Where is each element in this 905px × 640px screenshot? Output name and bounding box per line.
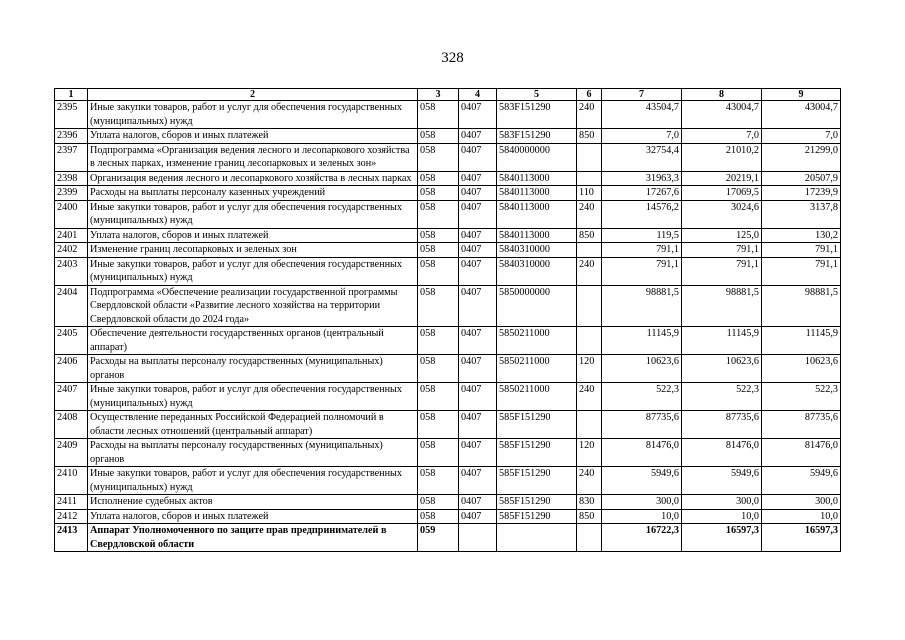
expense-type-code: 110 bbox=[577, 186, 602, 201]
target-article-code: 5840113000 bbox=[497, 171, 577, 186]
table-header-row bbox=[55, 89, 841, 101]
expense-name: Подпрограмма «Обеспечение реализации государственной программы Свердловской области «Развитие лесного хозяйства на территории Свердловской области до 2024 года» bbox=[88, 285, 418, 327]
expense-name: Уплата налогов, сборов и иных платежей bbox=[88, 509, 418, 524]
amount-year-1: 17267,6 bbox=[602, 186, 682, 201]
row-number: 2400 bbox=[55, 200, 88, 228]
row-number: 2402 bbox=[55, 243, 88, 258]
section-code: 0407 bbox=[459, 355, 497, 383]
expense-name: Изменение границ лесопарковых и зеленых зон bbox=[88, 243, 418, 258]
ministry-code: 058 bbox=[418, 467, 459, 495]
target-article-code: 5850211000 bbox=[497, 355, 577, 383]
target-article-code: 5850211000 bbox=[497, 327, 577, 355]
amount-year-1: 522,3 bbox=[602, 383, 682, 411]
table-row bbox=[55, 439, 841, 467]
expense-type-code: 850 bbox=[577, 129, 602, 144]
section-code: 0407 bbox=[459, 143, 497, 171]
table-row bbox=[55, 355, 841, 383]
amount-year-3: 16597,3 bbox=[762, 524, 841, 552]
column-header: 6 bbox=[577, 89, 602, 101]
column-header: 5 bbox=[497, 89, 577, 101]
amount-year-1: 87735,6 bbox=[602, 411, 682, 439]
table-row bbox=[55, 411, 841, 439]
section-code: 0407 bbox=[459, 383, 497, 411]
section-code: 0407 bbox=[459, 186, 497, 201]
amount-year-2: 81476,0 bbox=[682, 439, 762, 467]
expense-type-code bbox=[577, 411, 602, 439]
ministry-code: 058 bbox=[418, 257, 459, 285]
amount-year-1: 32754,4 bbox=[602, 143, 682, 171]
section-code: 0407 bbox=[459, 257, 497, 285]
expense-name: Организация ведения лесного и лесопаркового хозяйства в лесных парках bbox=[88, 171, 418, 186]
amount-year-2: 43004,7 bbox=[682, 101, 762, 129]
ministry-code: 058 bbox=[418, 101, 459, 129]
amount-year-1: 791,1 bbox=[602, 243, 682, 258]
table-row bbox=[55, 243, 841, 258]
amount-year-1: 16722,3 bbox=[602, 524, 682, 552]
amount-year-3: 7,0 bbox=[762, 129, 841, 144]
row-number: 2413 bbox=[55, 524, 88, 552]
amount-year-1: 14576,2 bbox=[602, 200, 682, 228]
row-number: 2399 bbox=[55, 186, 88, 201]
column-header: 7 bbox=[602, 89, 682, 101]
table-row bbox=[55, 524, 841, 552]
ministry-code: 058 bbox=[418, 439, 459, 467]
table-row bbox=[55, 383, 841, 411]
expense-name: Иные закупки товаров, работ и услуг для обеспечения государственных (муниципальных) нужд bbox=[88, 101, 418, 129]
row-number: 2410 bbox=[55, 467, 88, 495]
amount-year-1: 43504,7 bbox=[602, 101, 682, 129]
table-row bbox=[55, 495, 841, 510]
section-code: 0407 bbox=[459, 327, 497, 355]
amount-year-1: 81476,0 bbox=[602, 439, 682, 467]
row-number: 2401 bbox=[55, 228, 88, 243]
amount-year-3: 20507,9 bbox=[762, 171, 841, 186]
expense-name: Исполнение судебных актов bbox=[88, 495, 418, 510]
section-code: 0407 bbox=[459, 495, 497, 510]
row-number: 2396 bbox=[55, 129, 88, 144]
section-code: 0407 bbox=[459, 509, 497, 524]
budget-table bbox=[54, 88, 841, 552]
amount-year-2: 17069,5 bbox=[682, 186, 762, 201]
target-article-code: 583F151290 bbox=[497, 101, 577, 129]
row-number: 2408 bbox=[55, 411, 88, 439]
amount-year-2: 125,0 bbox=[682, 228, 762, 243]
expense-name: Расходы на выплаты персоналу казенных учреждений bbox=[88, 186, 418, 201]
amount-year-3: 10,0 bbox=[762, 509, 841, 524]
target-article-code: 583F151290 bbox=[497, 129, 577, 144]
ministry-code: 058 bbox=[418, 355, 459, 383]
ministry-code: 058 bbox=[418, 285, 459, 327]
expense-type-code: 240 bbox=[577, 257, 602, 285]
target-article-code: 585F151290 bbox=[497, 509, 577, 524]
section-code bbox=[459, 524, 497, 552]
column-header: 4 bbox=[459, 89, 497, 101]
amount-year-3: 98881,5 bbox=[762, 285, 841, 327]
target-article-code: 585F151290 bbox=[497, 467, 577, 495]
amount-year-3: 21299,0 bbox=[762, 143, 841, 171]
expense-name: Расходы на выплаты персоналу государственных (муниципальных) органов bbox=[88, 439, 418, 467]
expense-type-code: 850 bbox=[577, 228, 602, 243]
target-article-code: 585F151290 bbox=[497, 411, 577, 439]
column-header: 3 bbox=[418, 89, 459, 101]
target-article-code: 5840310000 bbox=[497, 257, 577, 285]
expense-name: Иные закупки товаров, работ и услуг для обеспечения государственных (муниципальных) нужд bbox=[88, 200, 418, 228]
expense-name: Уплата налогов, сборов и иных платежей bbox=[88, 129, 418, 144]
amount-year-3: 81476,0 bbox=[762, 439, 841, 467]
amount-year-3: 5949,6 bbox=[762, 467, 841, 495]
expense-name: Иные закупки товаров, работ и услуг для обеспечения государственных (муниципальных) нужд bbox=[88, 383, 418, 411]
expense-type-code bbox=[577, 524, 602, 552]
amount-year-2: 300,0 bbox=[682, 495, 762, 510]
table-row bbox=[55, 228, 841, 243]
row-number: 2409 bbox=[55, 439, 88, 467]
expense-type-code bbox=[577, 171, 602, 186]
amount-year-2: 21010,2 bbox=[682, 143, 762, 171]
amount-year-3: 43004,7 bbox=[762, 101, 841, 129]
target-article-code: 5850211000 bbox=[497, 383, 577, 411]
table-row bbox=[55, 171, 841, 186]
expense-name: Аппарат Уполномоченного по защите прав предпринимателей в Свердловской области bbox=[88, 524, 418, 552]
amount-year-2: 11145,9 bbox=[682, 327, 762, 355]
section-code: 0407 bbox=[459, 243, 497, 258]
expense-name: Иные закупки товаров, работ и услуг для обеспечения государственных (муниципальных) нужд bbox=[88, 257, 418, 285]
table-row bbox=[55, 285, 841, 327]
section-code: 0407 bbox=[459, 129, 497, 144]
amount-year-1: 98881,5 bbox=[602, 285, 682, 327]
expense-name: Иные закупки товаров, работ и услуг для обеспечения государственных (муниципальных) нужд bbox=[88, 467, 418, 495]
amount-year-3: 522,3 bbox=[762, 383, 841, 411]
expense-name: Обеспечение деятельности государственных органов (центральный аппарат) bbox=[88, 327, 418, 355]
target-article-code: 585F151290 bbox=[497, 495, 577, 510]
expense-name: Подпрограмма «Организация ведения лесного и лесопаркового хозяйства в лесных парках, изменение границ лесопарковых и зеленых зон» bbox=[88, 143, 418, 171]
row-number: 2397 bbox=[55, 143, 88, 171]
expense-name: Осуществление переданных Российской Федерацией полномочий в области лесных отношений (центральный аппарат) bbox=[88, 411, 418, 439]
section-code: 0407 bbox=[459, 228, 497, 243]
amount-year-3: 300,0 bbox=[762, 495, 841, 510]
section-code: 0407 bbox=[459, 171, 497, 186]
target-article-code bbox=[497, 524, 577, 552]
amount-year-2: 3024,6 bbox=[682, 200, 762, 228]
amount-year-1: 10623,6 bbox=[602, 355, 682, 383]
amount-year-1: 11145,9 bbox=[602, 327, 682, 355]
section-code: 0407 bbox=[459, 101, 497, 129]
amount-year-2: 98881,5 bbox=[682, 285, 762, 327]
target-article-code: 5840000000 bbox=[497, 143, 577, 171]
ministry-code: 059 bbox=[418, 524, 459, 552]
table-row bbox=[55, 467, 841, 495]
row-number: 2403 bbox=[55, 257, 88, 285]
row-number: 2407 bbox=[55, 383, 88, 411]
section-code: 0407 bbox=[459, 285, 497, 327]
amount-year-2: 791,1 bbox=[682, 257, 762, 285]
expense-type-code bbox=[577, 285, 602, 327]
amount-year-3: 3137,8 bbox=[762, 200, 841, 228]
column-header: 2 bbox=[88, 89, 418, 101]
amount-year-3: 17239,9 bbox=[762, 186, 841, 201]
amount-year-3: 791,1 bbox=[762, 243, 841, 258]
amount-year-2: 16597,3 bbox=[682, 524, 762, 552]
table-row bbox=[55, 327, 841, 355]
row-number: 2395 bbox=[55, 101, 88, 129]
table-row bbox=[55, 101, 841, 129]
amount-year-2: 7,0 bbox=[682, 129, 762, 144]
target-article-code: 5850000000 bbox=[497, 285, 577, 327]
column-header: 8 bbox=[682, 89, 762, 101]
ministry-code: 058 bbox=[418, 495, 459, 510]
expense-type-code: 850 bbox=[577, 509, 602, 524]
amount-year-1: 300,0 bbox=[602, 495, 682, 510]
row-number: 2412 bbox=[55, 509, 88, 524]
ministry-code: 058 bbox=[418, 243, 459, 258]
expense-type-code bbox=[577, 143, 602, 171]
ministry-code: 058 bbox=[418, 509, 459, 524]
amount-year-2: 10623,6 bbox=[682, 355, 762, 383]
section-code: 0407 bbox=[459, 411, 497, 439]
amount-year-3: 130,2 bbox=[762, 228, 841, 243]
expense-name: Расходы на выплаты персоналу государственных (муниципальных) органов bbox=[88, 355, 418, 383]
ministry-code: 058 bbox=[418, 327, 459, 355]
ministry-code: 058 bbox=[418, 171, 459, 186]
table-row bbox=[55, 129, 841, 144]
table-row bbox=[55, 143, 841, 171]
amount-year-1: 7,0 bbox=[602, 129, 682, 144]
table-body bbox=[55, 101, 841, 552]
expense-type-code: 240 bbox=[577, 101, 602, 129]
table-row bbox=[55, 186, 841, 201]
amount-year-1: 5949,6 bbox=[602, 467, 682, 495]
amount-year-2: 5949,6 bbox=[682, 467, 762, 495]
ministry-code: 058 bbox=[418, 129, 459, 144]
amount-year-1: 10,0 bbox=[602, 509, 682, 524]
amount-year-3: 87735,6 bbox=[762, 411, 841, 439]
amount-year-2: 791,1 bbox=[682, 243, 762, 258]
amount-year-3: 791,1 bbox=[762, 257, 841, 285]
expense-type-code: 240 bbox=[577, 467, 602, 495]
target-article-code: 5840310000 bbox=[497, 243, 577, 258]
section-code: 0407 bbox=[459, 200, 497, 228]
expense-type-code: 240 bbox=[577, 383, 602, 411]
ministry-code: 058 bbox=[418, 228, 459, 243]
target-article-code: 5840113000 bbox=[497, 200, 577, 228]
ministry-code: 058 bbox=[418, 383, 459, 411]
table-row bbox=[55, 509, 841, 524]
expense-name: Уплата налогов, сборов и иных платежей bbox=[88, 228, 418, 243]
expense-type-code: 120 bbox=[577, 355, 602, 383]
column-header: 9 bbox=[762, 89, 841, 101]
expense-type-code: 120 bbox=[577, 439, 602, 467]
amount-year-2: 87735,6 bbox=[682, 411, 762, 439]
amount-year-2: 20219,1 bbox=[682, 171, 762, 186]
ministry-code: 058 bbox=[418, 411, 459, 439]
section-code: 0407 bbox=[459, 467, 497, 495]
target-article-code: 585F151290 bbox=[497, 439, 577, 467]
amount-year-2: 10,0 bbox=[682, 509, 762, 524]
row-number: 2404 bbox=[55, 285, 88, 327]
ministry-code: 058 bbox=[418, 143, 459, 171]
row-number: 2405 bbox=[55, 327, 88, 355]
row-number: 2411 bbox=[55, 495, 88, 510]
amount-year-1: 791,1 bbox=[602, 257, 682, 285]
target-article-code: 5840113000 bbox=[497, 228, 577, 243]
amount-year-2: 522,3 bbox=[682, 383, 762, 411]
target-article-code: 5840113000 bbox=[497, 186, 577, 201]
amount-year-1: 31963,3 bbox=[602, 171, 682, 186]
expense-type-code bbox=[577, 243, 602, 258]
column-header: 1 bbox=[55, 89, 88, 101]
ministry-code: 058 bbox=[418, 200, 459, 228]
row-number: 2398 bbox=[55, 171, 88, 186]
expense-type-code: 830 bbox=[577, 495, 602, 510]
table-row bbox=[55, 257, 841, 285]
row-number: 2406 bbox=[55, 355, 88, 383]
table-row bbox=[55, 200, 841, 228]
amount-year-1: 119,5 bbox=[602, 228, 682, 243]
section-code: 0407 bbox=[459, 439, 497, 467]
page-number: 328 bbox=[441, 50, 464, 66]
amount-year-3: 10623,6 bbox=[762, 355, 841, 383]
expense-type-code bbox=[577, 327, 602, 355]
expense-type-code: 240 bbox=[577, 200, 602, 228]
ministry-code: 058 bbox=[418, 186, 459, 201]
amount-year-3: 11145,9 bbox=[762, 327, 841, 355]
